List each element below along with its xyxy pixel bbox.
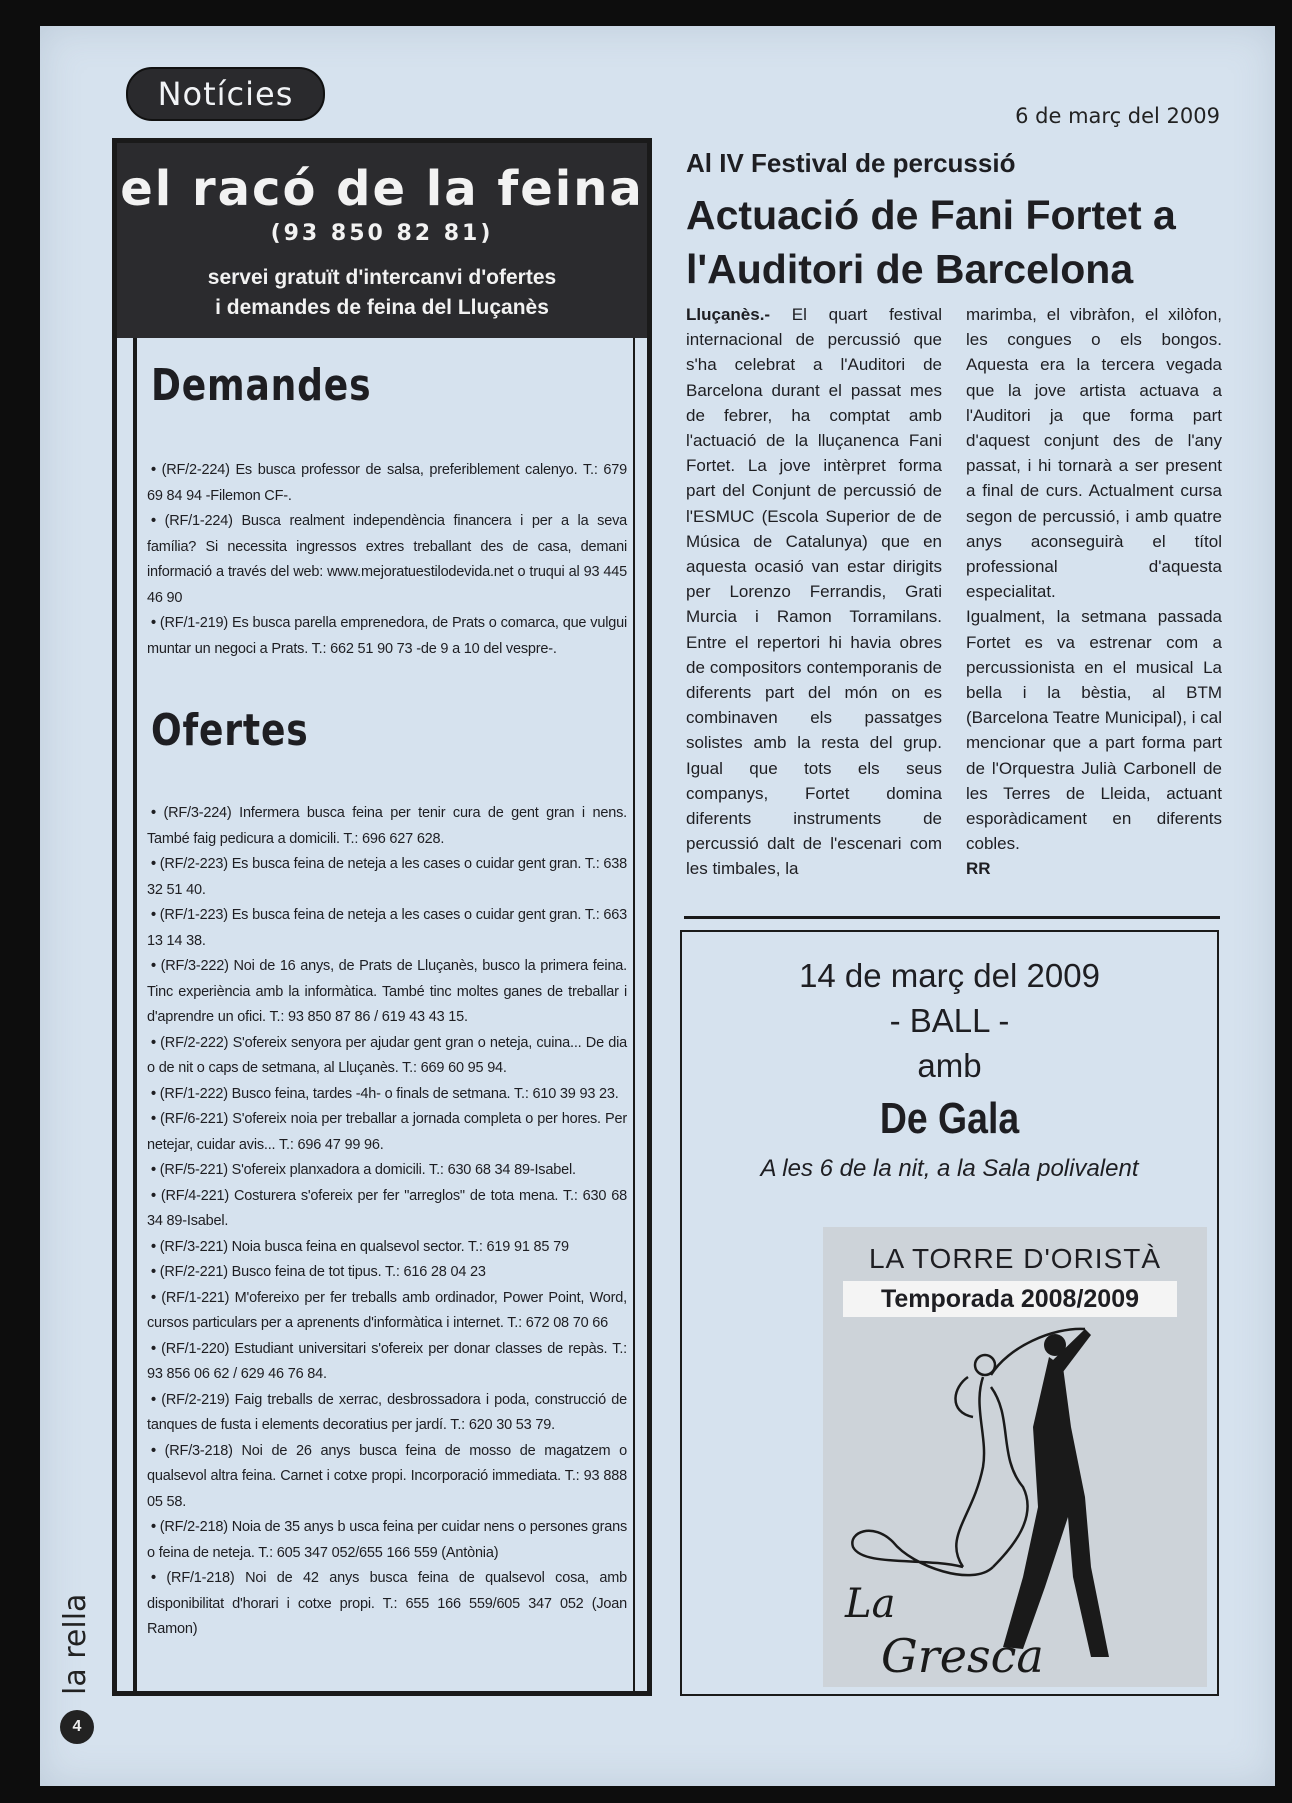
article-column-1	[686, 302, 942, 882]
job-listing: • (RF/3-218) Noi de 26 anys busca feina de mosso de magatzem o qualsevol altra feina. Carnet i cotxe propi. Incorporació immediata. T.: 93 888 05 58.	[147, 1439, 627, 1516]
jobs-board	[112, 138, 652, 1696]
issue-date: 6 de març del 2009	[1015, 104, 1220, 128]
job-listing: • (RF/1-224) Busca realment independència financera i per a la seva família? Si necessita ingressos extres treballant des de casa, demani informació a través del web: www.mejoratuestilodevida.net o truqui al 93 445 46 90	[147, 509, 627, 611]
page-number: 4	[60, 1710, 94, 1744]
season-poster	[823, 1227, 1207, 1687]
jobs-title: el racó de la feina	[120, 161, 644, 217]
job-listing: • (RF/3-221) Noia busca feina en qualsevol sector. T.: 619 91 85 79	[147, 1235, 627, 1261]
article-dateline: Lluçanès.-	[686, 305, 771, 324]
section-tab: Notícies	[126, 67, 325, 121]
logo-text-1: La	[845, 1581, 896, 1627]
article-signature: RR	[966, 859, 991, 879]
jobs-subtitle-line-2: i demandes de feina del Lluçanès	[215, 296, 549, 319]
job-listing: • (RF/2-224) Es busca professor de salsa, preferiblement calenyo. T.: 679 69 84 94 -Filemon CF-.	[147, 458, 627, 509]
event-date: 14 de març del 2009	[799, 957, 1100, 994]
poster-title: LA TORRE D'ORISTÀ	[868, 1243, 1162, 1274]
divider-rule	[684, 916, 1220, 919]
ofertes-list	[147, 801, 627, 1643]
article-headline: Actuació de Fani Fortet a l'Auditori de Barcelona	[686, 192, 1176, 292]
jobs-subtitle	[157, 263, 607, 323]
publication-name: la rella	[58, 1593, 93, 1695]
job-listing: • (RF/1-218) Noi de 42 anys busca feina de qualsevol cosa, amb disponibilitat d'horari i cotxe propi. T.: 655 166 559/605 347 052 (Joan Ramon)	[147, 1566, 627, 1643]
jobs-subtitle-line-1: servei gratuït d'intercanvi d'ofertes	[207, 266, 557, 289]
logo-text-2: Gresca	[881, 1629, 1044, 1683]
jobs-header	[117, 143, 647, 338]
article-text-2: marimba, el vibràfon, el xilòfon, les congues o els bongos. Aquesta era la tercera vegada que la jove artista actuava a l'Auditori ja que forma part d'aquest conjunt des de l'any passat, i hi tornarà a ser present a final de curs. Actualment cursa segon de percussió, i amb quatre anys aconseguirà el títol professional d'aquesta especialitat.	[966, 305, 1222, 602]
job-listing: • (RF/1-221) M'ofereixo per fer treballs amb ordinador, Power Point, Word, cursos particulars per a aprenents d'informàtica i internet. T.: 672 08 70 66	[147, 1286, 627, 1337]
jobs-phone: (93 850 82 81)	[270, 221, 494, 246]
job-listing: • (RF/5-221) S'ofereix planxadora a domicili. T.: 630 68 34 89-Isabel.	[147, 1158, 627, 1184]
event-with: amb	[917, 1047, 982, 1084]
poster-season: Temporada 2008/2009	[843, 1281, 1177, 1317]
job-listing: • (RF/2-218) Noia de 35 anys b usca feina per cuidar nens o persones grans o feina de neteja. T.: 605 347 052/655 166 559 (Antònia)	[147, 1515, 627, 1566]
event-band: De Gala	[879, 1094, 1020, 1143]
dancing-couple-illustration	[823, 1317, 1207, 1687]
job-listing: • (RF/1-219) Es busca parella emprenedora, de Prats o comarca, que vulgui muntar un negoci a Prats. T.: 662 51 90 73 -de 9 a 10 del vespre-.	[147, 611, 627, 662]
job-listing: • (RF/1-220) Estudiant universitari s'ofereix per donar classes de repàs. T.: 93 856 06 62 / 629 46 76 84.	[147, 1337, 627, 1388]
event-when: A les 6 de la nit, a la Sala polivalent	[760, 1155, 1139, 1182]
job-listing: • (RF/1-223) Es busca feina de neteja a les cases o cuidar gent gran. T.: 663 13 14 38.	[147, 903, 627, 954]
article-column-2	[966, 302, 1222, 882]
job-listing: • (RF/1-222) Busco feina, tardes -4h- o finals de setmana. T.: 610 39 93 23.	[147, 1082, 627, 1108]
article-text-3: Igualment, la setmana passada Fortet es va estrenar com a percussionista en el musical La bella i la bèstia, al BTM (Barcelona Teatre Municipal), i cal mencionar que a part forma part de l'Orquestra Julià Carbonell de les Terres de Lleida, actuant esporàdicament en diferents cobles.	[966, 607, 1222, 854]
job-listing: • (RF/3-222) Noi de 16 anys, de Prats de Lluçanès, busco la primera feina. Tinc experiència amb la informàtica. També tinc moltes ganes de treballar i d'aprendre un ofici. T.: 93 850 87 86 / 619 43 43 15.	[147, 954, 627, 1031]
job-listing: • (RF/2-221) Busco feina de tot tipus. T.: 616 28 04 23	[147, 1260, 627, 1286]
article-text-1: El quart festival internacional de percussió que s'ha celebrat a l'Auditori de Barcelona durant el passat mes de febrer, ha comptat amb l'actuació de la lluçanenca Fani Fortet. La jove intèrpret forma part del Conjunt de percussió de l'ESMUC (Escola Superior de de Música de Catalunya) que en aquesta ocasió van estar dirigits per Lorenzo Ferrandis, Grati Murcia i Ramon Torramilans. Entre el repertori hi havia obres de compositors contemporanis de diferents part del món on es combinaven els passatges solistes amb la resta del grup. Igual que tots els seus companys, Fortet domina diferents instruments de percussió dalt de l'escenari com les timbales, la	[686, 305, 942, 879]
demandes-heading: Demandes	[151, 360, 372, 411]
article-kicker: Al IV Festival de percussió	[686, 148, 1016, 178]
job-listing: • (RF/6-221) S'ofereix noia per treballar a jornada completa o per hores. Per netejar, cuidar avis... T.: 696 47 99 96.	[147, 1107, 627, 1158]
jobs-listings	[133, 338, 635, 1691]
ofertes-heading: Ofertes	[151, 705, 309, 756]
event-title: - BALL -	[889, 1002, 1010, 1039]
job-listing: • (RF/2-223) Es busca feina de neteja a les cases o cuidar gent gran. T.: 638 32 51 40.	[147, 852, 627, 903]
job-listing: • (RF/2-219) Faig treballs de xerrac, desbrossadora i poda, construcció de tanques de fusta i elements decoratius per jardí. T.: 620 30 53 79.	[147, 1388, 627, 1439]
job-listing: • (RF/2-222) S'ofereix senyora per ajudar gent gran o neteja, cuina... De dia o de nit o caps de setmana, al Lluçanès. T.: 669 60 95 94.	[147, 1031, 627, 1082]
job-listing: • (RF/4-221) Costurera s'ofereix per fer "arreglos" de tota mena. T.: 630 68 34 89-Isabel.	[147, 1184, 627, 1235]
demandes-list	[147, 458, 627, 662]
job-listing: • (RF/3-224) Infermera busca feina per tenir cura de gent gran i nens. També faig pedicura a domicili. T.: 696 627 628.	[147, 801, 627, 852]
event-ad	[680, 930, 1219, 1696]
